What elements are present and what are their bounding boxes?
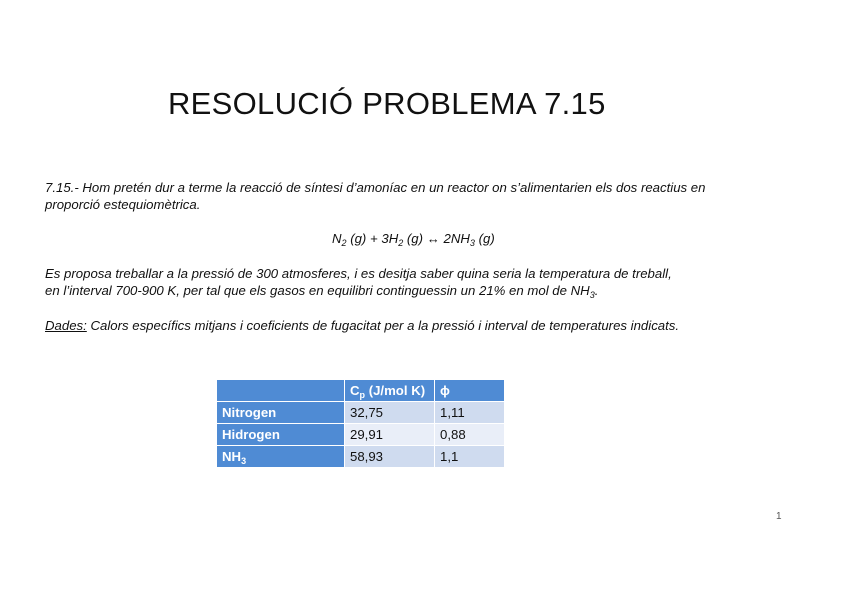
row-name: $NH_3$ [217, 446, 345, 468]
header-empty [217, 380, 345, 402]
eq-n: N [332, 231, 342, 246]
eq-h-sub: 2 [398, 238, 404, 248]
eq-part4: (g) [474, 231, 495, 246]
page-number: 1 [776, 511, 782, 522]
problem-line-1: 7.15.- Hom pretén dur a terme la reacció de síntesi d’amoníac en un reactor on s’alimentarien els dos reactius en [45, 180, 706, 195]
dades-label: Dades: [45, 318, 87, 333]
header-phi: ϕ [435, 380, 505, 402]
header-cp-unit: (J/mol K) [365, 383, 426, 398]
conditions-line-2 [45, 282, 672, 299]
row-name: Nitrogen [217, 402, 345, 424]
conditions-nh3-sub: 3 [589, 290, 595, 300]
row-cp: 32,75 [345, 402, 435, 424]
table-row [217, 402, 505, 424]
conditions-line-2-text: en l’interval 700-900 K, per tal que els gasos en equilibri continguessin un 21% en mol de NH [45, 283, 590, 298]
problem-statement [45, 179, 705, 213]
header-cp [345, 380, 435, 402]
eq-part3: (g) ↔ 2NH [403, 231, 470, 246]
table-row [217, 446, 505, 468]
data-table [216, 379, 505, 468]
problem-line-2: proporció estequiomètrica. [45, 197, 201, 212]
conditions-line-2-end: . [594, 283, 599, 298]
conditions-statement [45, 265, 672, 299]
data-statement [45, 317, 679, 334]
page-title: RESOLUCIÓ PROBLEMA 7.15 [168, 86, 606, 121]
eq-n-sub: 2 [341, 238, 347, 248]
row-phi: 1,11 [435, 402, 505, 424]
eq-nh-sub: 3 [469, 238, 475, 248]
eq-part2: (g) + 3H [346, 231, 399, 246]
header-cp-main: C [350, 383, 360, 398]
dades-text: Calors específics mitjans i coeficients de fugacitat per a la pressió i interval de temperatures indicats. [86, 318, 680, 333]
row-cp: 58,93 [345, 446, 435, 468]
reaction-equation [332, 231, 495, 246]
table-header-row [217, 380, 505, 402]
row-phi: 1,1 [435, 446, 505, 468]
row-phi: 0,88 [435, 424, 505, 446]
row-name: Hidrogen [217, 424, 345, 446]
table-row [217, 424, 505, 446]
header-cp-sub: p [359, 390, 366, 400]
conditions-line-1: Es proposa treballar a la pressió de 300 atmosferes, i es desitja saber quina seria la temperatura de treball, [45, 266, 672, 281]
row-cp: 29,91 [345, 424, 435, 446]
